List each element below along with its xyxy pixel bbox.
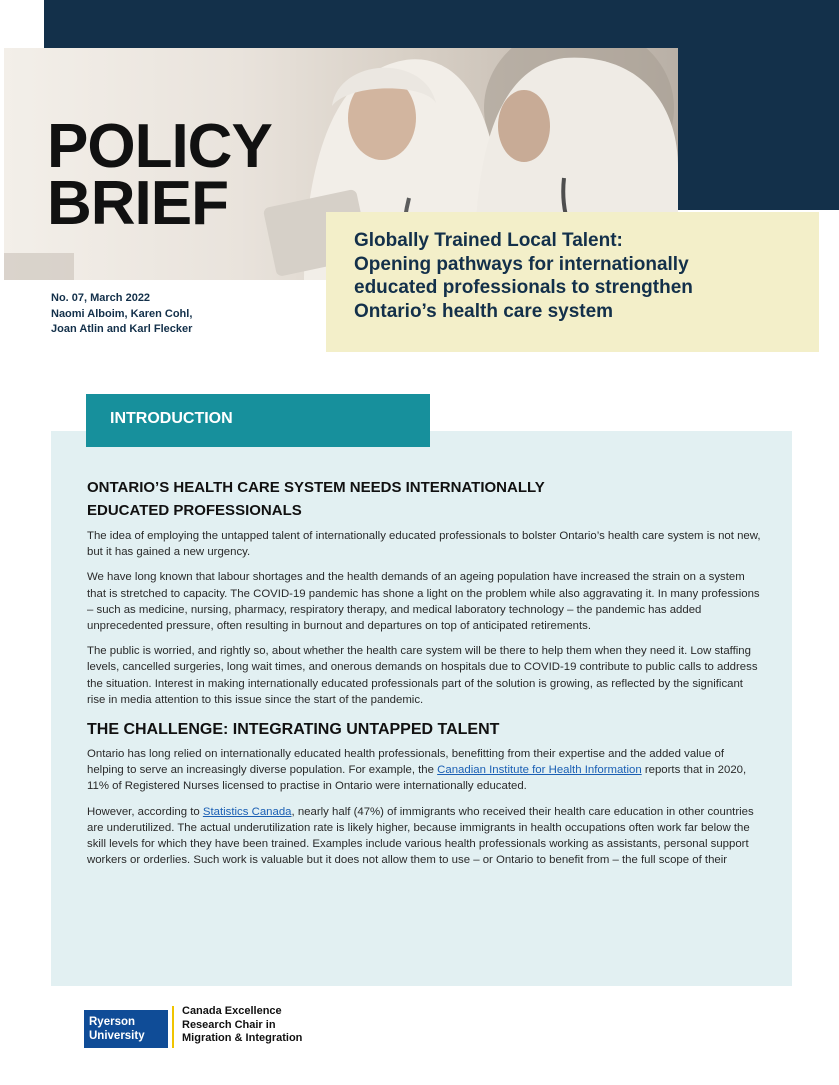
subtitle-line: Ontario’s health care system <box>354 300 614 322</box>
cihi-link[interactable]: Canadian Institute for Health Information <box>437 764 642 777</box>
research-chair-label <box>182 1005 302 1046</box>
subtitle-line: educated professionals to strengthen <box>354 277 693 298</box>
heading-line: ONTARIO’S HEALTH CARE SYSTEM NEEDS INTERNATIONALLY <box>87 479 545 496</box>
heading-line: EDUCATED PROFESSIONALS <box>87 502 302 519</box>
section-heading-needs <box>87 476 763 522</box>
paragraph-5 <box>87 804 763 869</box>
subtitle-line: Opening pathways for internationally <box>354 253 689 275</box>
chair-line: Research Chair in <box>182 1018 276 1031</box>
publication-meta <box>51 291 192 338</box>
paragraph-1: The idea of employing the untapped talent of internationally educated professionals to bolster Ontario’s health care system is not new, but it has gained a new urgency. <box>87 530 761 559</box>
logo-line: University <box>89 1030 145 1042</box>
paragraph-5-text-end: , nearly half (47%) of immigrants who received their health care education in other countries are underutilized. The actual underutilization rate is likely higher, because immigrants in health occupations often work far below the skill levels for which they have been trained. Examples include various health professionals working as assistants, personal support workers or orderlies. Such work is valuable but it does not allow them to use – or Ontario to benefit from – the full scope of their <box>87 805 754 867</box>
chair-line: Canada Excellence <box>182 1005 282 1017</box>
paragraph-3: The public is worried, and rightly so, about whether the health care system will be there to help them when they need it. Low staffing levels, cancelled surgeries, long wait times, and onerous demands on hospitals due to COVID-19 contribute to public calls to address the situation. Interest in making internationally educated professionals part of the solution is growing, as reflected by the significant rise in media attention to this issue since the start of the pandemic. <box>87 645 758 706</box>
title-line-policy: POLICY <box>47 112 272 181</box>
authors-line-2: Joan Atlin and Karl Flecker <box>51 323 193 335</box>
paragraph-4-text-end: reports that in 2020, 11% of Registered Nurses licensed to practise in Ontario were internationally educated. <box>87 764 747 793</box>
ryerson-university-logo <box>84 1010 168 1048</box>
paragraph-4 <box>87 746 763 795</box>
chair-line: Migration & Integration <box>182 1032 303 1044</box>
paragraph-2: We have long known that labour shortages and the health demands of an ageing population have increased the strain on a system that is stretched to capacity. The COVID-19 pandemic has shone a light on the problem while also aggravating it. In many professions – such as medicine, nursing, pharmacy, respiratory therapy, and medical laboratory technology – the pandemic has added unprecedented pressure, often resulting in burnout and departures on top of anticipated retirements. <box>87 571 760 633</box>
subtitle-box <box>326 212 819 352</box>
issue-date: No. 07, March 2022 <box>51 292 151 304</box>
document-type-title <box>47 112 272 238</box>
introduction-content <box>87 476 763 877</box>
statistics-canada-link[interactable]: Statistics Canada <box>202 805 292 818</box>
authors-line-1: Naomi Alboim, Karen Cohl, <box>51 307 193 320</box>
logo-line: Ryerson <box>89 1016 136 1028</box>
paragraph-4-text: Ontario has long relied on internationally educated health professionals, benefitting from their expertise and the added value of helping to serve an increasingly diverse population. For example, the <box>87 748 725 777</box>
introduction-tab: INTRODUCTION <box>86 394 430 447</box>
title-line-brief: BRIEF <box>47 169 228 238</box>
paragraph-5-text: However, according to <box>87 805 203 818</box>
section-heading-challenge: THE CHALLENGE: INTEGRATING UNTAPPED TALENT <box>87 721 500 739</box>
logo-divider <box>172 1006 174 1048</box>
subtitle-line: Globally Trained Local Talent: <box>354 230 623 251</box>
